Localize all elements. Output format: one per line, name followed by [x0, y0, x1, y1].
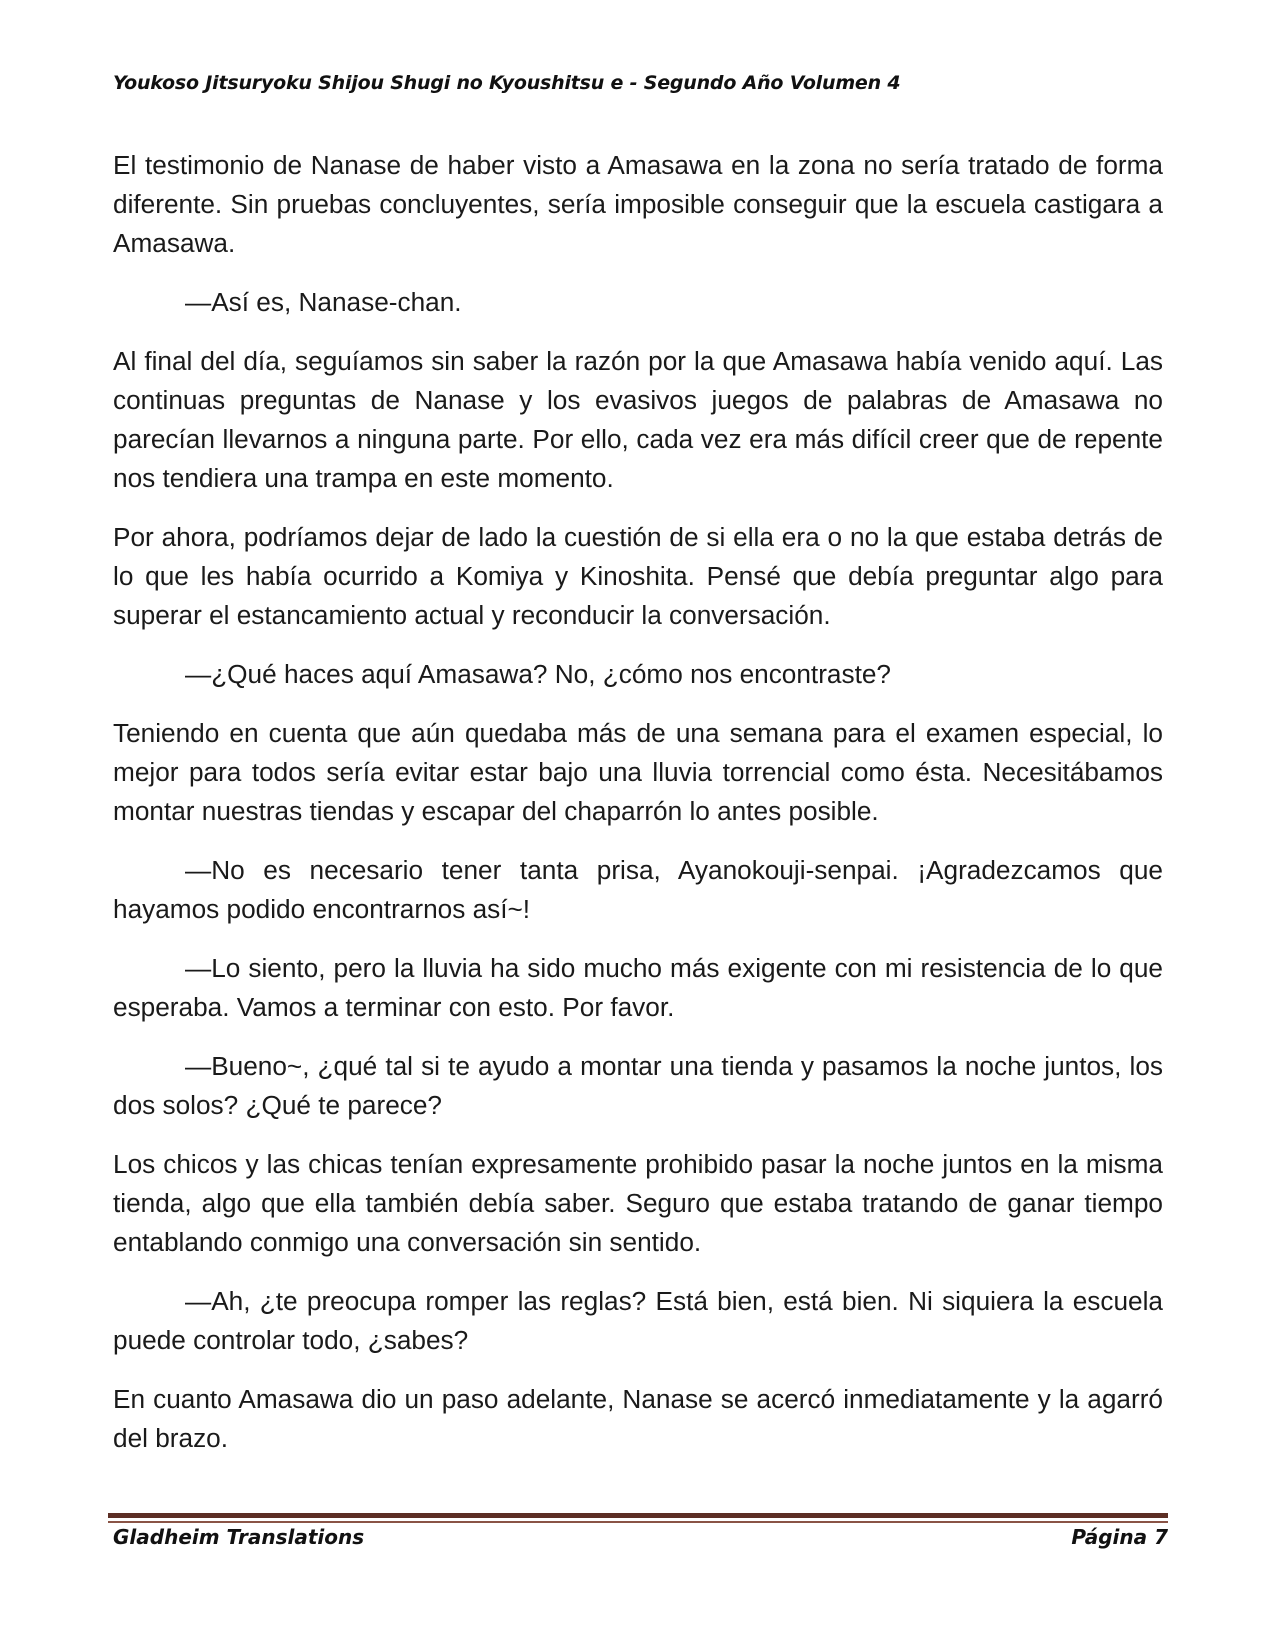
page-header: Youkoso Jitsuryoku Shijou Shugi no Kyoushitsu e - Segundo Año Volumen 4 — [113, 72, 901, 94]
paragraph-3: Por ahora, podríamos dejar de lado la cuestión de si ella era o no la que estaba detrás de lo que les había ocurrido a Komiya y Kinoshita. Pensé que debía preguntar algo para superar el estancamiento actual y reconducir la conversación. — [113, 522, 1163, 630]
footer-credit: Gladheim Translations — [113, 1525, 365, 1549]
dialogue-line-5: —Bueno~, ¿qué tal si te ayudo a montar una tienda y pasamos la noche juntos, los dos solos? ¿Qué te parece? — [113, 1051, 1163, 1120]
page-number: Página 7 — [1071, 1525, 1168, 1549]
paragraph-2: Al final del día, seguíamos sin saber la razón por la que Amasawa había venido aquí. Las continuas preguntas de Nanase y los evasivos juegos de palabras de Amasawa no parecían llevarnos a ninguna parte. Por ello, cada vez era más difícil creer que de repente nos tendiera una trampa en este momento. — [113, 346, 1163, 493]
paragraph-1: El testimonio de Nanase de haber visto a Amasawa en la zona no sería tratado de forma diferente. Sin pruebas concluyentes, sería imposible conseguir que la escuela castigara a Amasawa. — [113, 150, 1163, 258]
dialogue-line-3: —No es necesario tener tanta prisa, Ayanokouji-senpai. ¡Agradezcamos que hayamos podido encontrarnos así~! — [113, 855, 1163, 924]
footer-divider-thick — [108, 1513, 1168, 1518]
footer-divider-thin — [108, 1521, 1168, 1523]
dialogue-line-2: —¿Qué haces aquí Amasawa? No, ¿cómo nos encontraste? — [185, 659, 891, 689]
paragraph-4: Teniendo en cuenta que aún quedaba más de una semana para el examen especial, lo mejor para todos sería evitar estar bajo una lluvia torrencial como ésta. Necesitábamos montar nuestras tiendas y escapar del chaparrón lo antes posible. — [113, 718, 1163, 826]
dialogue-line-6: —Ah, ¿te preocupa romper las reglas? Está bien, está bien. Ni siquiera la escuela puede controlar todo, ¿sabes? — [113, 1286, 1163, 1355]
dialogue-line-4: —Lo siento, pero la lluvia ha sido mucho más exigente con mi resistencia de lo que esperaba. Vamos a terminar con esto. Por favor. — [113, 953, 1163, 1022]
dialogue-line-1: —Así es, Nanase-chan. — [185, 287, 462, 317]
paragraph-6: En cuanto Amasawa dio un paso adelante, Nanase se acercó inmediatamente y la agarró del brazo. — [113, 1384, 1163, 1453]
page-body — [113, 146, 1163, 1478]
paragraph-5: Los chicos y las chicas tenían expresamente prohibido pasar la noche juntos en la misma tienda, algo que ella también debía saber. Seguro que estaba tratando de ganar tiempo entablando conmigo una conversación sin sentido. — [113, 1149, 1163, 1257]
